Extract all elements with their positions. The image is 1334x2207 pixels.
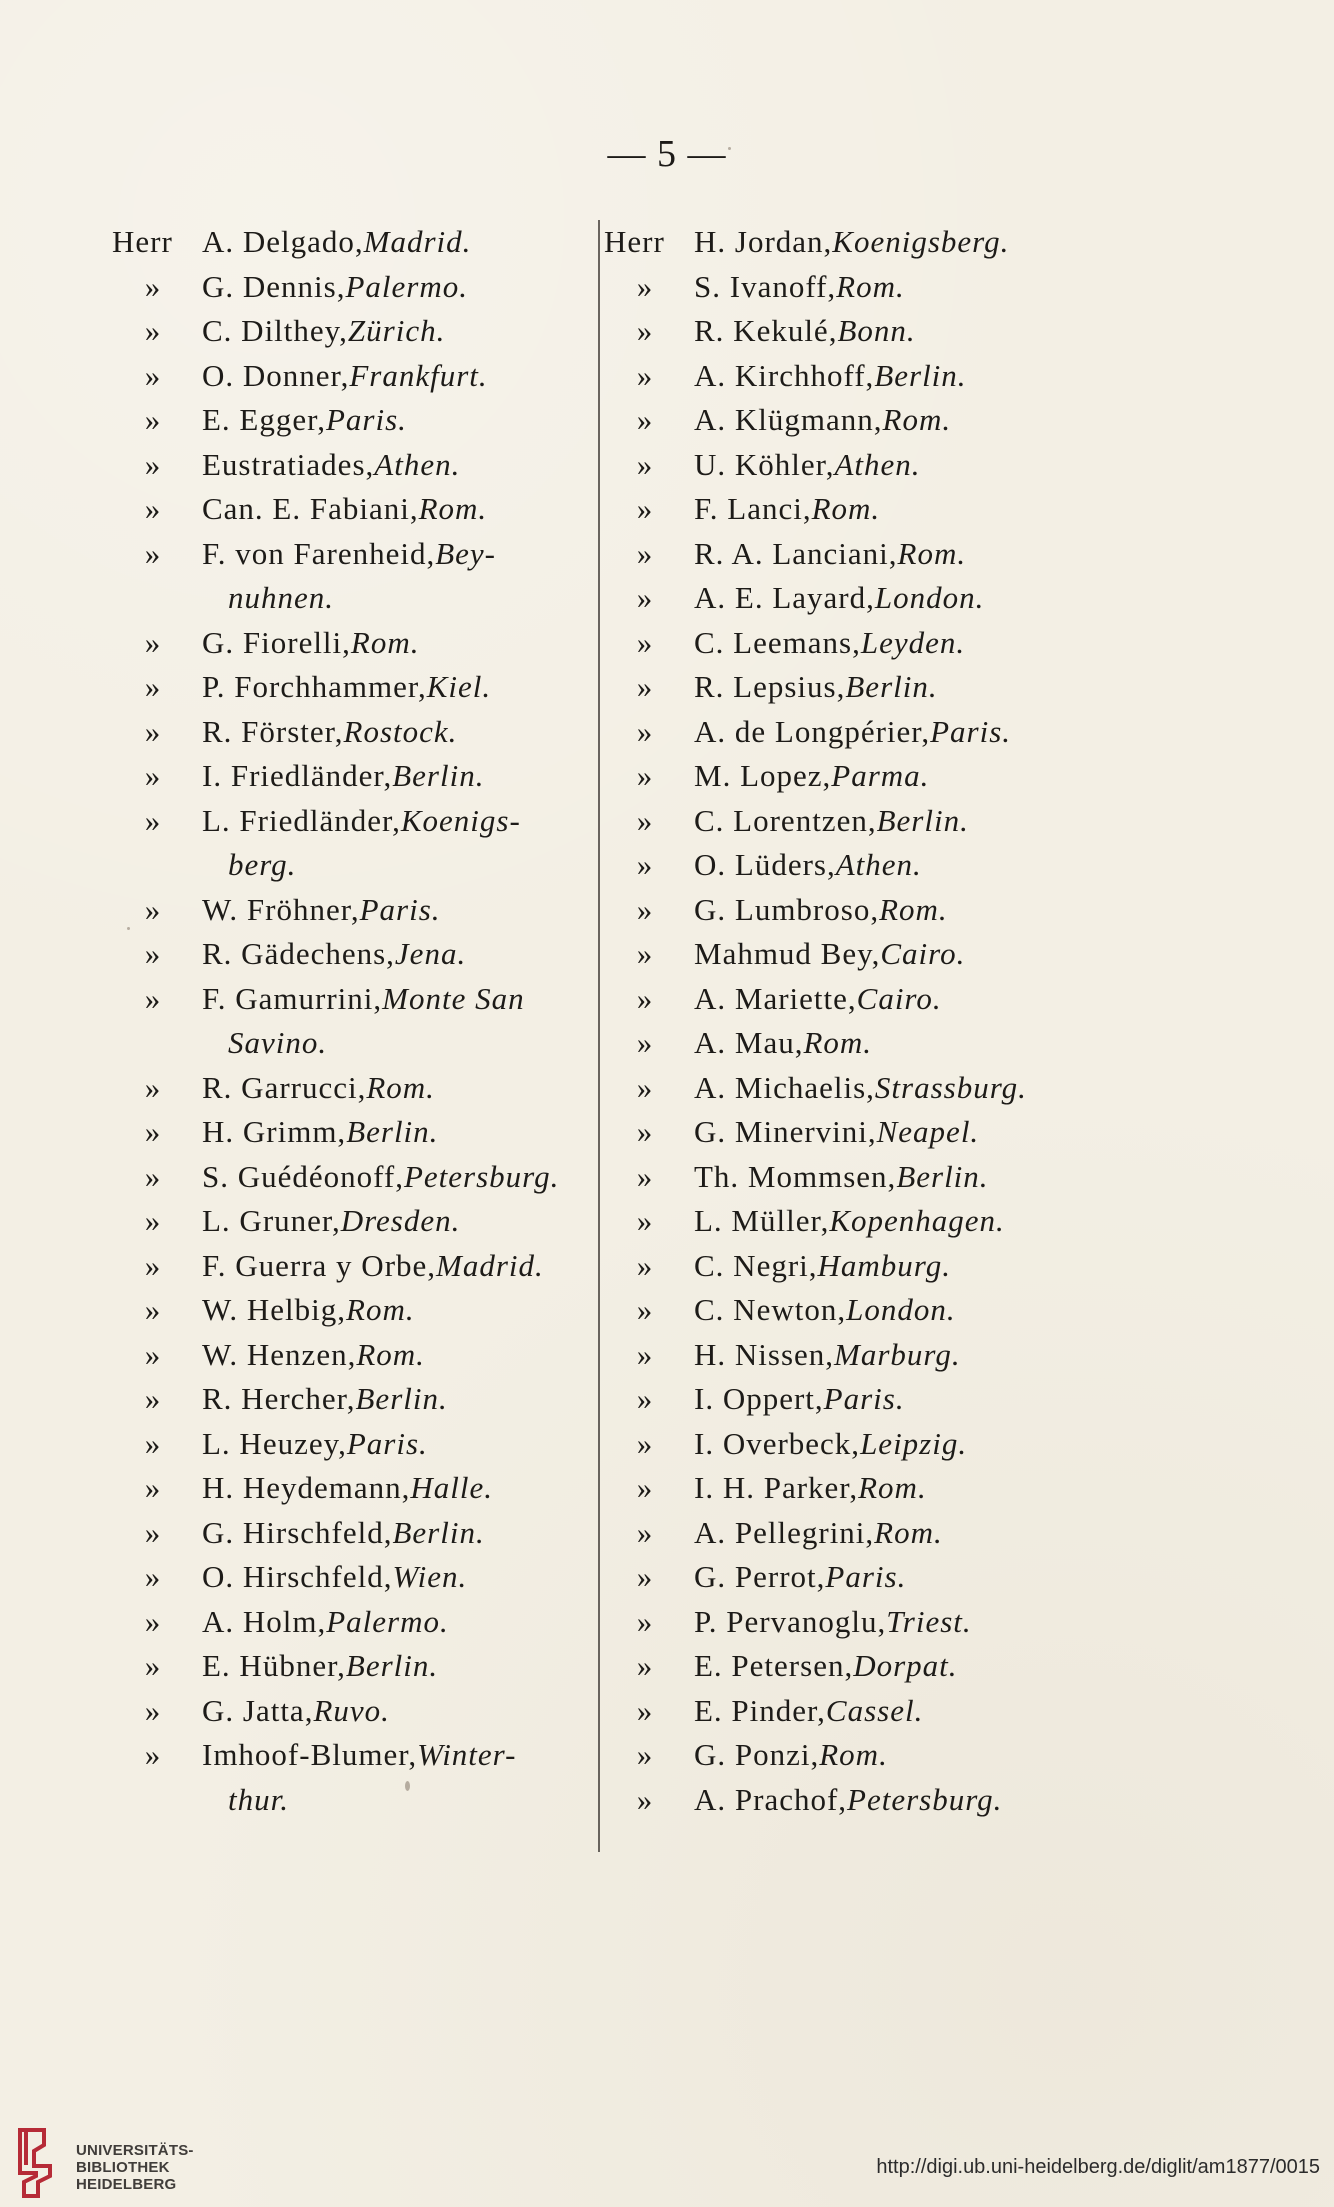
entry-place: Rom. (819, 1737, 888, 1772)
entry-name: I. Friedländer, (202, 758, 393, 793)
entry-place: Madrid. (436, 1247, 544, 1283)
entry-prefix: » (636, 624, 654, 660)
left-name-column (112, 220, 592, 1822)
entry-row (604, 354, 1104, 399)
entry-row (604, 1466, 1104, 1511)
entry-prefix: » (144, 1247, 162, 1283)
entry-place: Athen. (374, 446, 461, 482)
entry-prefix: » (144, 1292, 162, 1327)
entry-place: Bey- (435, 535, 496, 571)
entry-prefix: » (144, 402, 162, 437)
entry-name: A. Klügmann, (694, 402, 883, 437)
entry-row (112, 309, 592, 354)
entry-row (604, 621, 1104, 666)
entry-place: Palermo. (326, 1603, 449, 1639)
entry-place-continuation: Savino. (228, 1025, 328, 1060)
entry-name: E. Hübner, (202, 1648, 346, 1683)
entry-prefix: » (144, 535, 162, 571)
entry-prefix: » (636, 402, 654, 437)
entry-place: Rom. (858, 1470, 927, 1505)
entry-row (112, 1466, 592, 1511)
entry-row (604, 398, 1104, 443)
column-divider (598, 220, 600, 1852)
entry-name: A. Prachof, (694, 1781, 848, 1817)
entry-name: G. Minervini, (694, 1114, 877, 1149)
entry-prefix: » (144, 1692, 162, 1728)
entry-name: C. Negri, (694, 1247, 818, 1283)
entry-prefix: » (144, 357, 162, 393)
entry-row (604, 1333, 1104, 1378)
entry-prefix: » (144, 669, 162, 704)
entry-place: Rom. (418, 491, 488, 526)
entry-prefix: » (636, 847, 654, 882)
entry-prefix: » (144, 1559, 162, 1594)
entry-place: Frankfurt. (349, 357, 488, 393)
entry-place: Cairo. (880, 936, 966, 971)
entry-prefix: » (144, 1381, 162, 1416)
entry-prefix: » (636, 1336, 654, 1372)
entry-name: A. Pellegrini, (694, 1514, 875, 1550)
entry-place: Rom. (803, 1025, 873, 1060)
paper-speck (728, 147, 731, 150)
entry-name: P. Forchhammer, (202, 669, 427, 704)
entry-place: Leyden. (860, 624, 966, 660)
entry-prefix: » (144, 624, 162, 660)
entry-prefix: » (144, 313, 162, 348)
entry-row (604, 1644, 1104, 1689)
entry-row (604, 932, 1104, 977)
entry-row (604, 265, 1104, 310)
entry-name: L. Heuzey, (202, 1425, 347, 1461)
entry-row (112, 1377, 592, 1422)
entry-name: W. Fröhner, (202, 891, 360, 927)
entry-place: Strassburg. (874, 1069, 1027, 1105)
entry-name: A. Mariette, (694, 980, 857, 1016)
entry-prefix: » (144, 1069, 162, 1105)
entry-row (112, 888, 592, 933)
entry-row (112, 1555, 592, 1600)
entry-place: Leipzig. (860, 1425, 968, 1461)
entry-row (112, 754, 592, 799)
entry-name: H. Grimm, (202, 1114, 347, 1149)
entry-prefix: » (636, 1158, 654, 1194)
entry-place: Paris. (346, 1425, 428, 1461)
entry-place: Rom. (874, 1514, 943, 1550)
entry-name: I. Oppert, (694, 1381, 824, 1416)
entry-row (112, 1110, 592, 1155)
entry-name: R. Hercher, (202, 1381, 356, 1416)
entry-name: S. Guédéonoff, (202, 1158, 404, 1194)
entry-place: Berlin. (346, 1114, 439, 1149)
entry-place: Athen. (834, 446, 921, 482)
entry-row (112, 1600, 592, 1645)
entry-prefix: » (636, 1559, 654, 1594)
entry-row (604, 1244, 1104, 1289)
entry-name: H. Jordan, (694, 224, 833, 259)
entry-prefix: » (144, 1425, 162, 1461)
entry-name: S. Ivanoff, (694, 268, 837, 304)
entry-name: G. Lumbroso, (694, 891, 880, 927)
entry-prefix: » (144, 1648, 162, 1683)
entry-row (604, 1110, 1104, 1155)
entry-place: Rom. (879, 891, 948, 927)
entry-row (112, 665, 592, 710)
entry-name: A. Holm, (202, 1603, 327, 1639)
entry-name: C. Dilthey, (202, 313, 348, 348)
entry-name: A. Delgado, (202, 224, 364, 259)
entry-prefix: Herr (604, 224, 665, 259)
entry-row (112, 1199, 592, 1244)
entry-name: Eustratiades, (202, 446, 375, 482)
entry-place: Paris. (823, 1381, 905, 1416)
entry-prefix: » (144, 802, 162, 838)
entry-prefix: » (636, 1425, 654, 1461)
entry-name: A. Mau, (694, 1025, 804, 1060)
entry-name: W. Henzen, (202, 1336, 357, 1372)
entry-prefix: » (636, 802, 654, 838)
entry-place: Petersburg. (847, 1781, 1003, 1817)
entry-prefix: » (144, 1737, 162, 1772)
entry-name: G. Hirschfeld, (202, 1514, 393, 1550)
entry-place: Dresden. (340, 1203, 461, 1238)
entry-prefix: » (636, 1292, 654, 1327)
entry-name: W. Helbig, (202, 1292, 347, 1327)
entry-place: Paris. (359, 891, 441, 927)
entry-row (604, 487, 1104, 532)
entry-row (112, 621, 592, 666)
entry-prefix: » (636, 268, 654, 304)
entry-row (604, 1199, 1104, 1244)
entry-name: C. Lorentzen, (694, 802, 877, 838)
entry-row (112, 1288, 592, 1333)
entry-name: F. von Farenheid, (202, 535, 436, 571)
entry-row (112, 1155, 592, 1200)
entry-prefix: » (636, 1514, 654, 1550)
entry-name: Can. E. Fabiani, (202, 491, 419, 526)
entry-place: Winter- (417, 1737, 517, 1772)
entry-name: G. Jatta, (202, 1692, 314, 1728)
entry-prefix: » (636, 1381, 654, 1416)
entry-prefix: » (636, 1692, 654, 1728)
entry-name: Mahmud Bey, (694, 936, 881, 971)
entry-prefix: » (144, 1514, 162, 1550)
entry-name: F. Lanci, (694, 491, 812, 526)
entry-prefix: » (636, 357, 654, 393)
entry-row (604, 843, 1104, 888)
entry-name: E. Pinder, (694, 1692, 826, 1728)
entry-name: R. Förster, (202, 713, 344, 749)
entry-prefix: Herr (112, 224, 173, 259)
entry-prefix: » (636, 1247, 654, 1283)
entry-prefix: » (636, 1470, 654, 1505)
entry-name: O. Donner, (202, 357, 350, 393)
paper-speck (127, 927, 130, 930)
entry-prefix: » (636, 758, 654, 793)
entry-place: Bonn. (837, 313, 916, 348)
entry-place: Halle. (410, 1470, 494, 1505)
entry-row (604, 1288, 1104, 1333)
entry-place: London. (846, 1292, 956, 1327)
entry-row (112, 354, 592, 399)
entry-name: R. Kekulé, (694, 313, 838, 348)
entry-name: M. Lopez, (694, 758, 832, 793)
entry-row (112, 398, 592, 443)
entry-place-continuation: berg. (228, 847, 297, 882)
entry-name: G. Perrot, (694, 1559, 826, 1594)
entry-place: Berlin. (345, 1648, 439, 1683)
entry-row (112, 932, 592, 977)
entry-row (112, 487, 592, 532)
entry-name: I. H. Parker, (694, 1470, 859, 1505)
entry-prefix: » (636, 669, 654, 704)
entry-place: Berlin. (845, 669, 938, 704)
entry-prefix: » (636, 1069, 654, 1105)
entry-name: R. Gädechens, (202, 936, 395, 971)
entry-name: O. Hirschfeld, (202, 1559, 393, 1594)
entry-name: O. Lüders, (694, 847, 836, 882)
entry-name: A. Kirchhoff, (694, 357, 875, 393)
entry-row (112, 220, 592, 265)
entry-place: Zürich. (347, 313, 446, 348)
entry-place: Jena. (394, 936, 467, 971)
entry-place: Kiel. (426, 669, 492, 704)
entry-place: Cairo. (856, 980, 942, 1016)
entry-place: Neapel. (876, 1114, 980, 1149)
entry-row (604, 1377, 1104, 1422)
entry-place: Marburg. (834, 1336, 961, 1372)
entry-prefix: » (144, 268, 162, 304)
entry-place: Rom. (366, 1069, 435, 1105)
entry-place: Paris. (930, 713, 1012, 749)
entry-place: Rom. (882, 402, 952, 437)
entry-prefix: » (636, 891, 654, 927)
entry-place-continuation: thur. (228, 1781, 289, 1817)
entry-prefix: » (636, 1603, 654, 1639)
entry-name: L. Gruner, (202, 1203, 341, 1238)
entry-row (604, 1422, 1104, 1467)
entry-place: London. (874, 580, 985, 615)
entry-row (604, 309, 1104, 354)
entry-row (604, 1689, 1104, 1734)
entry-name: A. E. Layard, (694, 580, 875, 615)
entry-row (604, 1555, 1104, 1600)
entry-prefix: » (144, 891, 162, 927)
entry-prefix: » (636, 580, 654, 615)
digital-library-footer (0, 2118, 1334, 2207)
entry-place: Cassel. (825, 1692, 924, 1728)
entry-row (604, 977, 1104, 1022)
entry-place: Rom. (356, 1336, 425, 1372)
entry-row (604, 1066, 1104, 1111)
entry-place: Berlin. (896, 1158, 989, 1194)
entry-place: Berlin. (874, 357, 967, 393)
entry-place: Paris. (325, 402, 407, 437)
entry-prefix: » (636, 446, 654, 482)
entry-place: Berlin. (876, 802, 969, 838)
entry-place: Monte San (382, 980, 525, 1016)
entry-prefix: » (144, 446, 162, 482)
entry-place: Paris. (825, 1559, 907, 1594)
entry-row (112, 1733, 592, 1778)
entry-name: P. Pervanoglu, (694, 1603, 887, 1639)
library-name-line: UNIVERSITÄTS- (76, 2142, 194, 2159)
entry-prefix: » (144, 491, 162, 526)
entry-prefix: » (144, 758, 162, 793)
library-name-line: HEIDELBERG (76, 2176, 177, 2193)
entry-row (604, 754, 1104, 799)
entry-name: I. Overbeck, (694, 1425, 861, 1461)
entry-prefix: » (636, 1203, 654, 1238)
entry-name: C. Newton, (694, 1292, 847, 1327)
entry-row (604, 532, 1104, 577)
library-name-line: BIBLIOTHEK (76, 2159, 170, 2176)
entry-row (604, 665, 1104, 710)
entry-row (112, 710, 592, 755)
entry-row (112, 1689, 592, 1734)
entry-name: C. Leemans, (694, 624, 861, 660)
entry-prefix: » (144, 1603, 162, 1639)
entry-name: L. Müller, (694, 1203, 830, 1238)
entry-name: R. Garrucci, (202, 1069, 367, 1105)
entry-place: Rom. (811, 491, 881, 526)
entry-prefix: » (144, 980, 162, 1016)
entry-prefix: » (636, 980, 654, 1016)
entry-prefix: » (144, 1470, 162, 1505)
entry-place: Parma. (831, 758, 930, 793)
entry-prefix: » (636, 713, 654, 749)
entry-prefix: » (636, 1025, 654, 1060)
entry-name: A. de Longpérier, (694, 713, 931, 749)
entry-name: L. Friedländer, (202, 802, 401, 838)
entry-place: Rom. (836, 268, 905, 304)
entry-row (112, 1066, 592, 1111)
paper-speck (405, 1781, 410, 1791)
entry-place-continuation: nuhnen. (228, 580, 335, 615)
entry-place: Dorpat. (853, 1648, 958, 1683)
entry-row (112, 443, 592, 488)
entry-name: Th. Mommsen, (694, 1158, 897, 1194)
entry-place: Petersburg. (403, 1158, 560, 1194)
entry-row (604, 1733, 1104, 1778)
entry-place: Berlin. (392, 1514, 485, 1550)
entry-row (112, 799, 592, 844)
entry-name: G. Fiorelli, (202, 624, 351, 660)
entry-place: Ruvo. (313, 1692, 390, 1728)
entry-prefix: » (144, 1114, 162, 1149)
entry-row (604, 1511, 1104, 1556)
entry-row (112, 532, 592, 577)
entry-row (112, 1333, 592, 1378)
entry-row (112, 1511, 592, 1556)
entry-name: R. Lepsius, (694, 669, 846, 704)
entry-place: Athen. (835, 847, 922, 882)
entry-prefix: » (144, 1203, 162, 1238)
entry-place: Rom. (346, 1292, 415, 1327)
entry-row (112, 1644, 592, 1689)
entry-name: E. Petersen, (694, 1648, 854, 1683)
right-name-column (604, 220, 1104, 1822)
entry-place: Rom. (897, 535, 967, 571)
entry-place: Rom. (350, 624, 420, 660)
library-name (76, 2142, 194, 2193)
entry-name: A. Michaelis, (694, 1069, 875, 1105)
page-number: — 5 — (607, 133, 727, 175)
entry-prefix: » (144, 1336, 162, 1372)
entry-prefix: » (636, 936, 654, 971)
heidelberg-library-logo-icon (14, 2118, 56, 2202)
entry-place: Berlin. (355, 1381, 448, 1416)
entry-row (112, 1244, 592, 1289)
entry-place: Palermo. (345, 268, 468, 304)
entry-name: E. Egger, (202, 402, 326, 437)
entry-name: R. A. Lanciani, (694, 535, 898, 571)
entry-name: H. Heydemann, (202, 1470, 411, 1505)
entry-row (604, 443, 1104, 488)
entry-prefix: » (636, 1781, 654, 1817)
entry-row (604, 799, 1104, 844)
entry-name: Imhoof-Blumer, (202, 1737, 418, 1772)
entry-place: Koenigs- (400, 802, 521, 838)
entry-row (604, 1155, 1104, 1200)
entry-prefix: » (144, 713, 162, 749)
entry-row (604, 1600, 1104, 1645)
entry-prefix: » (144, 1158, 162, 1194)
entry-row (604, 576, 1104, 621)
entry-place: Berlin. (392, 758, 485, 793)
entry-name: F. Guerra y Orbe, (202, 1247, 437, 1283)
entry-name: G. Dennis, (202, 268, 346, 304)
entry-row (604, 888, 1104, 933)
entry-row (604, 1778, 1104, 1823)
entry-place: Koenigsberg. (832, 224, 1010, 259)
entry-prefix: » (636, 1648, 654, 1683)
entry-prefix: » (144, 936, 162, 971)
entry-row (112, 265, 592, 310)
entry-place: Triest. (886, 1603, 972, 1639)
entry-prefix: » (636, 491, 654, 526)
entry-row (604, 220, 1104, 265)
entry-name: F. Gamurrini, (202, 980, 383, 1016)
entry-name: U. Köhler, (694, 446, 835, 482)
entry-prefix: » (636, 1114, 654, 1149)
entry-row (112, 977, 592, 1022)
entry-prefix: » (636, 535, 654, 571)
entry-place: Hamburg. (817, 1247, 951, 1283)
entry-prefix: » (636, 1737, 654, 1772)
entry-row (604, 710, 1104, 755)
entry-place: Kopenhagen. (829, 1203, 1005, 1238)
digital-copy-link[interactable]: http://digi.ub.uni-heidelberg.de/diglit/am1877/0015 (876, 2156, 1320, 2178)
entry-prefix: » (636, 313, 654, 348)
entry-row (112, 1422, 592, 1467)
entry-place: Rostock. (343, 713, 458, 749)
entry-row (604, 1021, 1104, 1066)
entry-name: G. Ponzi, (694, 1737, 820, 1772)
entry-place: Madrid. (363, 224, 472, 259)
entry-name: H. Nissen, (694, 1336, 835, 1372)
entry-place: Wien. (392, 1559, 468, 1594)
